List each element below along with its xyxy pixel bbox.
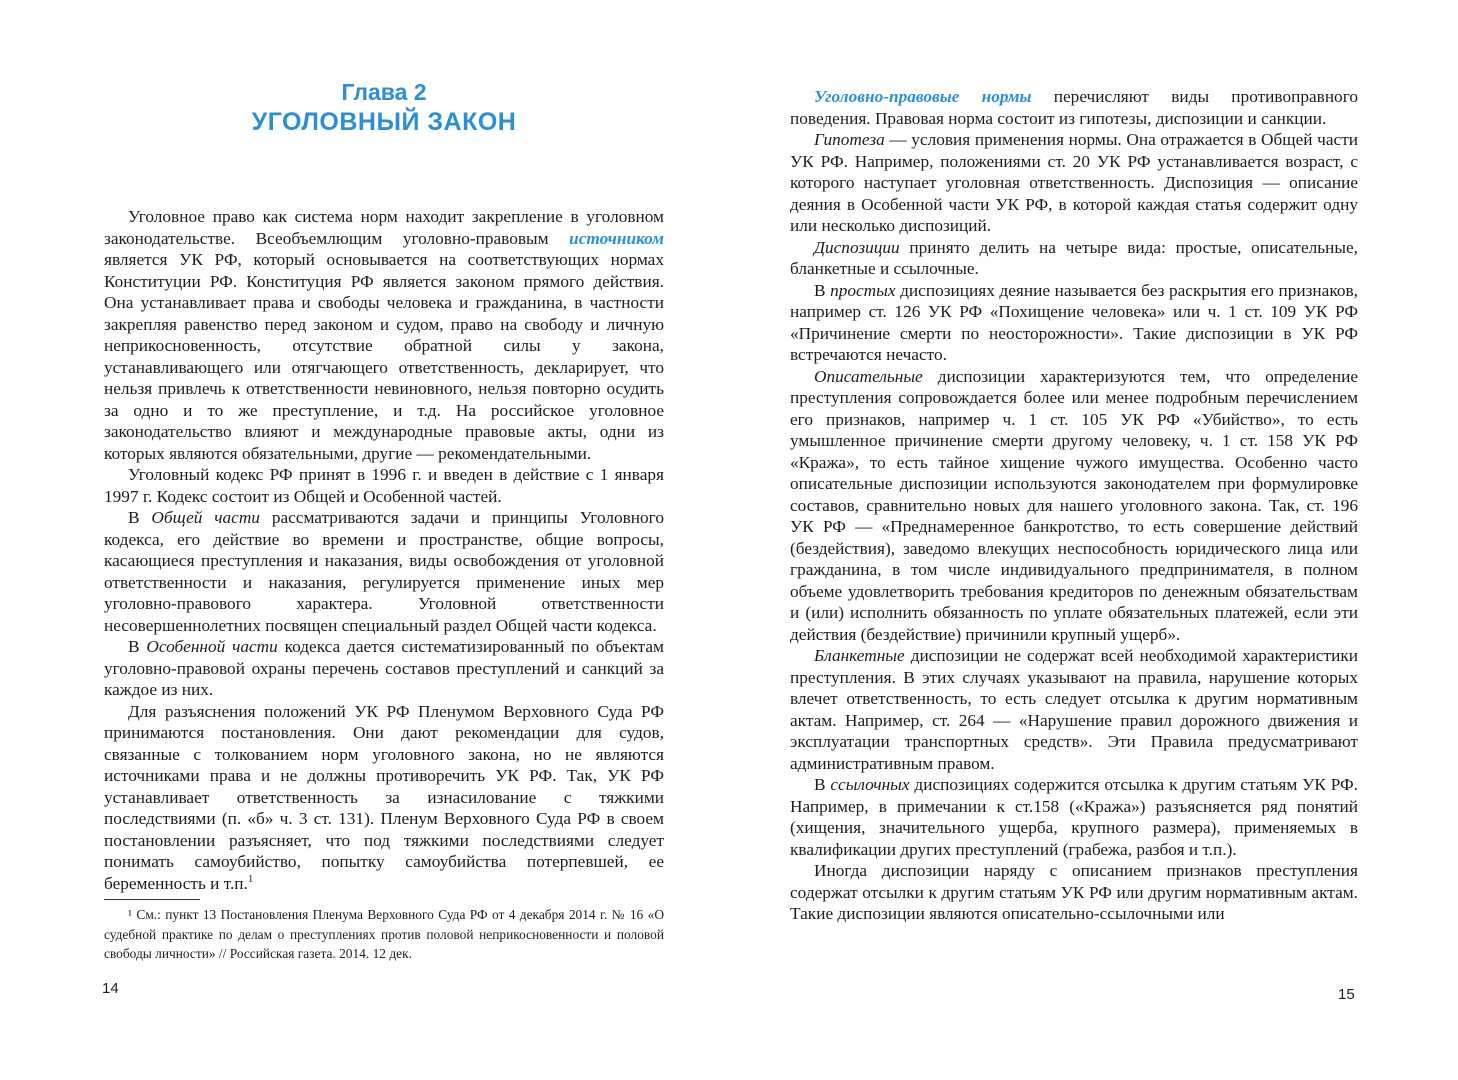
paragraph-text: Для разъяснения положений УК РФ Пленумом Верховного Суда РФ принимаются постановления. Они дают рекомендации для судов, связанные с толкованием норм уголовного закона, но не являются источниками права и не должны противоречить УК РФ. Так, УК РФ устанавливает ответственность за изнасилование с тяжкими последствиями (п. «б» ч. 3 ст. 131). Пленум Верховного Суда РФ в своем постановлении разъясняет, что под тяжкими последствиями следует понимать самоубийство, попытку самоубийства потерпевшей, ее беременность и т.п. bbox=[104, 701, 664, 893]
paragraph-text: диспозициях деяние называется без раскрытия его признаков, например ст. 126 УК РФ «Похищение человека» или ч. 1 ст. 109 УК РФ «Причинение смерти по неосторожности». Такие диспозиции в УК РФ встречаются нечасто. bbox=[790, 280, 1358, 364]
chapter-title: УГОЛОВНЫЙ ЗАКОН bbox=[251, 108, 517, 136]
highlighted-term: источником bbox=[569, 228, 664, 248]
italic-term: Описательные bbox=[814, 366, 923, 386]
chapter-label: Глава 2 bbox=[341, 79, 427, 105]
footnote: ¹ См.: пункт 13 Постановления Пленума Верховного Суда РФ от 4 декабря 2014 г. № 16 «О судебной практике по делам о преступлениях против половой неприкосновенности и половой свободы личности» // Российская газета. 2014. 12 дек. bbox=[104, 907, 664, 961]
paragraph bbox=[790, 280, 1358, 366]
paragraph bbox=[104, 507, 664, 636]
right-page bbox=[729, 0, 1458, 1080]
paragraph-text: кодекса дается систематизированный по объектам уголовно-правовой охраны перечень составов преступлений и санкций за каждое из них. bbox=[104, 637, 664, 699]
right-body-text bbox=[790, 86, 1358, 925]
paragraph bbox=[104, 206, 664, 464]
italic-term: Общей части bbox=[151, 508, 260, 527]
italic-term: Диспозиции bbox=[814, 237, 900, 257]
paragraph-text: В bbox=[128, 508, 152, 527]
paragraph bbox=[104, 701, 664, 895]
paragraph bbox=[790, 129, 1358, 237]
paragraph-text: рассматриваются задачи и принципы Уголовного кодекса, его действие во времени и пространстве, общие вопросы, касающиеся преступления и наказания, виды освобождения от уголовной ответственности и наказания, регулируется применение иных мер уголовно-правового характера. Уголовной ответственности несовершеннолетних посвящен специальный раздел Общей части кодекса. bbox=[104, 508, 664, 635]
page-number: 14 bbox=[102, 980, 119, 997]
italic-term: ссылочных bbox=[830, 775, 910, 794]
paragraph-text: В bbox=[814, 775, 831, 794]
footnote-marker[interactable]: 1 bbox=[247, 872, 254, 885]
italic-term: простых bbox=[830, 280, 896, 300]
page-number: 15 bbox=[1338, 986, 1355, 1003]
paragraph bbox=[790, 645, 1358, 774]
paragraph bbox=[790, 366, 1358, 646]
highlighted-term: Уголовно-правовые нормы bbox=[814, 87, 1032, 106]
chapter-heading bbox=[102, 78, 666, 138]
footnote-divider bbox=[104, 899, 200, 900]
italic-term: Бланкетные bbox=[814, 646, 905, 665]
paragraph bbox=[790, 86, 1358, 129]
paragraph-text: является УК РФ, который основывается на соответствующих нормах Конституции РФ. Конституция РФ является законом прямого действия. Она устанавливает права и свободы человека и гражданина, в частности закрепляя равенство перед законом и судом, право на свободу и личную неприкосновенность, отсутствие обратной силы у закона, устанавливающего или отягчающего ответственность, декларирует, что нельзя привлечь к ответственности невиновного, нельзя повторно осудить за одно и то же преступление, и т.д. На российское уголовное законодательство влияют и международные правовые акты, одни из которых являются обязательными, другие — рекомендательными. bbox=[104, 250, 664, 463]
italic-term: Особенной части bbox=[146, 637, 278, 656]
italic-term: Гипотеза bbox=[814, 130, 885, 149]
paragraph: Уголовный кодекс РФ принят в 1996 г. и введен в действие с 1 января 1997 г. Кодекс состоит из Общей и Особенной частей. bbox=[104, 465, 664, 506]
paragraph-text: диспозициях содержится отсылка к другим статьям УК РФ. Например, в примечании к ст.158 («Кража») разъясняется ряд понятий (хищения, значительного ущерба, крупного размера), применяемых в квалификации других преступлений (грабежа, разбоя и т.п.). bbox=[790, 775, 1358, 859]
paragraph-text: В bbox=[128, 637, 147, 656]
paragraph-text: принято делить на четыре вида: простые, описательные, бланкетные и ссылочные. bbox=[790, 237, 1358, 278]
paragraph: Иногда диспозиции наряду с описанием признаков преступления содержат отсылки к другим статьям УК РФ или другим нормативным актам. Такие диспозиции являются описательно-ссылочными или bbox=[790, 861, 1358, 923]
paragraph bbox=[790, 774, 1358, 860]
paragraph-text: перечисляют виды противоправного поведения. Правовая норма состоит из гипотезы, диспозиции и санкции. bbox=[790, 87, 1359, 128]
left-body-text bbox=[104, 206, 664, 894]
paragraph-text: В bbox=[814, 280, 831, 300]
paragraph-text: диспозиции характеризуются тем, что определение преступления сопровождается более или менее подробным перечислением его признаков, например ч. 1 ст. 105 УК РФ «Убийство», то есть умышленное причинение смерти другому человеку, ч. 1 ст. 158 УК РФ «Кража», то есть тайное хищение чужого имущества. Особенно часто описательные диспозиции используются законодателем при формулировке составов, сравнительно новых для нашего уголовного закона. Так, ст. 196 УК РФ — «Преднамеренное банкротство, то есть совершение действий (бездействия), заведомо влекущих неспособность юридического лица или гражданина, в том числе индивидуального предпринимателя, в полном объеме удовлетворить требования кредиторов по денежным обязательствам и (или) исполнить обязанность по уплате обязательных платежей, если эти действия (бездействие) причинили крупный ущерб». bbox=[790, 366, 1358, 644]
paragraph bbox=[104, 636, 664, 701]
paragraph-text: — условия применения нормы. Она отражается в Общей части УК РФ. Например, положениями ст. 20 УК РФ устанавливается возраст, с которого наступает уголовная ответственность. Диспозиция — описание деяния в Особенной части УК РФ, в которой каждая статья содержит одну или несколько диспозиций. bbox=[790, 130, 1358, 235]
paragraph bbox=[790, 237, 1358, 280]
paragraph-text: Уголовное право как система норм находит закрепление в уголовном законодательстве. Всеобъемлющим уголовно-правовым bbox=[104, 207, 664, 248]
paragraph-text: диспозиции не содержат всей необходимой характеристики преступления. В этих случаях указывают на правила, нарушение которых влечет ответственность, то есть следует отсылка к другим нормативным актам. Например, ст. 264 — «Нарушение правил дорожного движения и эксплуатации транспортных средств». Эти Правила предусматривают административным правом. bbox=[790, 646, 1358, 773]
